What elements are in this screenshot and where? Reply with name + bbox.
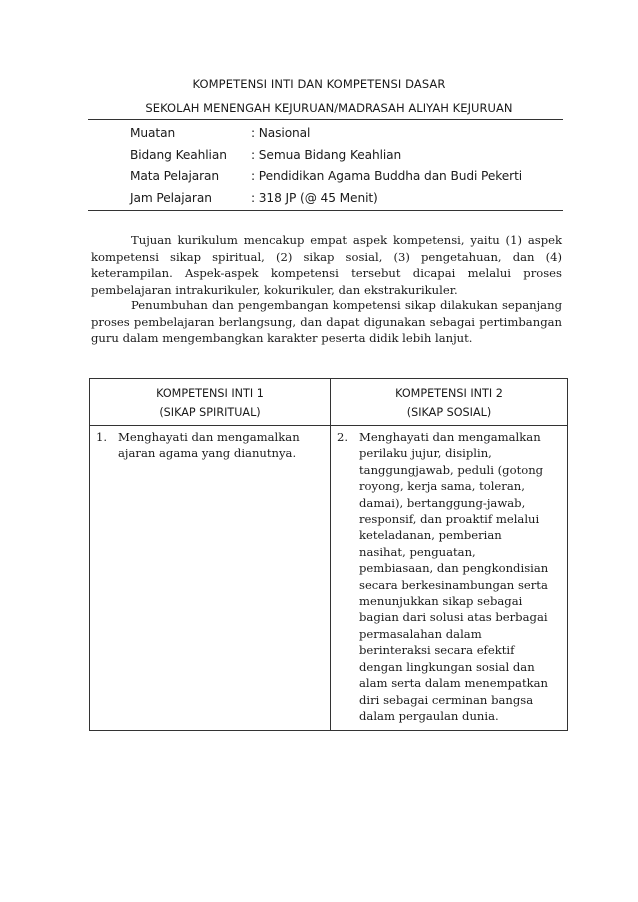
divider-top bbox=[88, 119, 563, 120]
document-subtitle: SEKOLAH MENENGAH KEJURUAN/MADRASAH ALIYAH KEJURUAN bbox=[145, 101, 513, 115]
item-line: dalam pergaulan dunia. bbox=[359, 708, 499, 723]
item-line: royong, kerja sama, toleran, bbox=[359, 479, 525, 494]
meta-value: : 318 JP (@ 45 Menit) bbox=[251, 191, 378, 205]
item-number: 2. bbox=[337, 430, 349, 444]
item-line: Menghayati dan mengamalkan bbox=[118, 430, 300, 444]
meta-label: Jam Pelajaran bbox=[130, 191, 212, 205]
column-title: KOMPETENSI INTI 2 bbox=[395, 387, 503, 400]
meta-value: : Nasional bbox=[251, 126, 311, 140]
item-line: ajaran agama yang dianutnya. bbox=[118, 446, 297, 461]
table-cell-ki1 bbox=[90, 426, 331, 731]
item-line: menunjukkan sikap sebagai bbox=[359, 594, 523, 609]
table-header-ki1 bbox=[90, 379, 331, 426]
item-line: bagian dari solusi atas berbagai bbox=[359, 610, 548, 625]
meta-label: Mata Pelajaran bbox=[130, 169, 220, 183]
table-cell-ki2 bbox=[331, 426, 568, 731]
item-text bbox=[359, 429, 563, 724]
item-line: berinteraksi secara efektif bbox=[359, 643, 515, 658]
paragraph-tujuan: Tujuan kurikulum mencakup empat aspek kompetensi, yaitu (1) aspek kompetensi sikap spiritual, (2) sikap sosial, (3) pengetahuan, dan (4) keterampilan. Aspek-aspek kompetensi tersebut dicapai melalui proses pembelajaran intrakurikuler, kokurikuler, dan ekstrakurikuler. bbox=[91, 233, 562, 297]
meta-value: : Pendidikan Agama Buddha dan Budi Pekerti bbox=[251, 169, 523, 183]
item-line: perilaku jujur, disiplin, bbox=[359, 446, 492, 461]
column-subtitle: (SIKAP SPIRITUAL) bbox=[159, 406, 261, 419]
item-line: pembiasaan, dan pengkondisian bbox=[359, 561, 549, 576]
item-line: damai), bertanggung-jawab, bbox=[359, 495, 526, 510]
item-line: alam serta dalam menempatkan bbox=[359, 676, 549, 691]
item-line: diri sebagai cerminan bangsa bbox=[359, 692, 534, 707]
item-line: secara berkesinambungan serta bbox=[359, 577, 548, 592]
item-line: tanggungjawab, peduli (gotong bbox=[359, 462, 544, 477]
document-title: KOMPETENSI INTI DAN KOMPETENSI DASAR bbox=[192, 77, 446, 91]
column-title: KOMPETENSI INTI 1 bbox=[156, 387, 264, 400]
table-header-ki2 bbox=[331, 379, 568, 426]
meta-label: Muatan bbox=[130, 126, 176, 140]
item-line: responsif, dan proaktif melalui bbox=[359, 512, 540, 527]
meta-value: : Semua Bidang Keahlian bbox=[251, 148, 402, 162]
item-text bbox=[118, 429, 326, 462]
item-line: dengan lingkungan sosial dan bbox=[359, 659, 535, 674]
divider-bottom bbox=[88, 210, 563, 211]
meta-label: Bidang Keahlian bbox=[130, 148, 227, 162]
column-subtitle: (SIKAP SOSIAL) bbox=[406, 406, 492, 419]
item-line: nasihat, penguatan, bbox=[359, 544, 476, 559]
item-line: keteladanan, pemberian bbox=[359, 528, 502, 543]
paragraph-penumbuhan: Penumbuhan dan pengembangan kompetensi sikap dilakukan sepanjang proses pembelajaran berlangsung, dan dapat digunakan sebagai pertimbangan guru dalam mengembangkan karakter peserta didik lebih lanjut. bbox=[91, 298, 562, 345]
item-line: permasalahan dalam bbox=[359, 626, 482, 641]
item-line: Menghayati dan mengamalkan bbox=[359, 430, 541, 444]
item-number: 1. bbox=[96, 430, 108, 444]
kompetensi-table bbox=[89, 378, 568, 731]
